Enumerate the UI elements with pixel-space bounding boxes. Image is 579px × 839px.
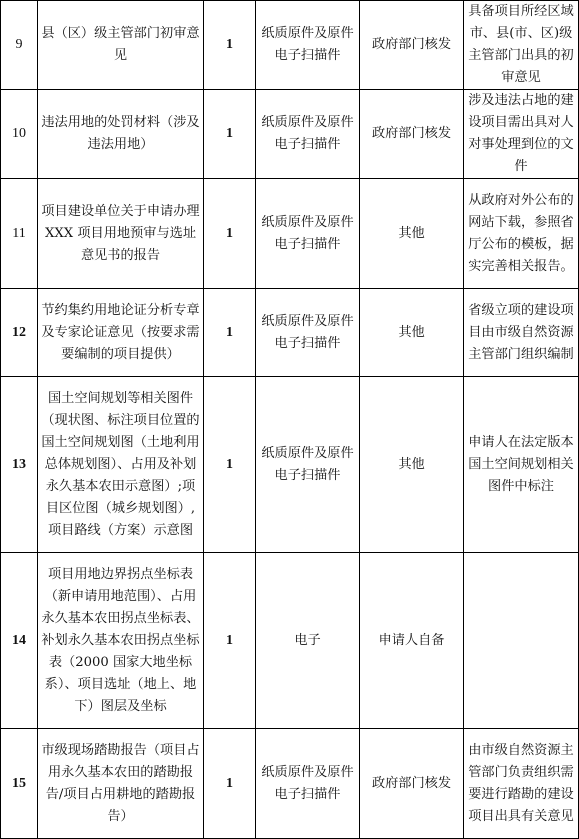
material-form: 纸质原件及原件电子扫描件: [256, 729, 360, 839]
table-row: [1, 1, 579, 90]
material-quantity: 1: [204, 1, 256, 90]
row-number: 10: [1, 90, 38, 179]
row-number: 12: [1, 289, 38, 377]
material-form: 纸质原件及原件电子扫描件: [256, 289, 360, 377]
table-row: [1, 289, 579, 377]
material-quantity: 1: [204, 377, 256, 553]
material-quantity: 1: [204, 729, 256, 839]
material-source: 政府部门核发: [360, 1, 464, 90]
material-form: 纸质原件及原件电子扫描件: [256, 377, 360, 553]
table-row: [1, 90, 579, 179]
material-note: 从政府对外公布的网站下载，参照省厅公布的模板，据实完善相关报告。: [464, 179, 579, 289]
row-number: 11: [1, 179, 38, 289]
material-source: 其他: [360, 377, 464, 553]
row-number: 14: [1, 553, 38, 729]
material-name: 项目建设单位关于申请办理 XXX 项目用地预审与选址意见书的报告: [38, 179, 204, 289]
material-name: 节约集约用地论证分析专章及专家论证意见（按要求需要编制的项目提供）: [38, 289, 204, 377]
material-note: 具备项目所经区域市、县(市、区)级主管部门出具的初审意见: [464, 1, 579, 90]
material-name: 市级现场踏勘报告（项目占用永久基本农田的踏勘报告/项目占用耕地的踏勘报告）: [38, 729, 204, 839]
material-source: 其他: [360, 289, 464, 377]
row-number: 15: [1, 729, 38, 839]
material-source: 申请人自备: [360, 553, 464, 729]
row-number: 9: [1, 1, 38, 90]
material-quantity: 1: [204, 179, 256, 289]
material-name: 项目用地边界拐点坐标表（新申请用地范围）、占用永久基本农田拐点坐标表、补划永久基本农田拐点坐标表（2000 国家大地坐标系）、项目选址（地上、地下）图层及坐标: [38, 553, 204, 729]
table-row: [1, 553, 579, 729]
material-note: [464, 553, 579, 729]
material-source: 政府部门核发: [360, 729, 464, 839]
table-row: [1, 729, 579, 839]
row-number: 13: [1, 377, 38, 553]
material-form: 电子: [256, 553, 360, 729]
material-name: 国土空间规划等相关图件（现状图、标注项目位置的国土空间规划图（土地利用总体规划图）、占用及补划永久基本农田示意图）;项目区位图（城乡规划图）,项目路线（方案）示意图: [38, 377, 204, 553]
material-source: 政府部门核发: [360, 90, 464, 179]
material-quantity: 1: [204, 553, 256, 729]
material-name: 县（区）级主管部门初审意见: [38, 1, 204, 90]
material-quantity: 1: [204, 90, 256, 179]
material-note: 由市级自然资源主管部门负责组织需要进行踏勘的建设项目出具有关意见: [464, 729, 579, 839]
material-name: 违法用地的处罚材料（涉及违法用地）: [38, 90, 204, 179]
material-form: 纸质原件及原件电子扫描件: [256, 1, 360, 90]
material-note: 申请人在法定版本国土空间规划相关图件中标注: [464, 377, 579, 553]
material-note: 涉及违法占地的建设项目需出具对人对事处理到位的文件: [464, 90, 579, 179]
table-row: [1, 179, 579, 289]
material-form: 纸质原件及原件电子扫描件: [256, 90, 360, 179]
material-quantity: 1: [204, 289, 256, 377]
material-note: 省级立项的建设项目由市级自然资源主管部门组织编制: [464, 289, 579, 377]
material-source: 其他: [360, 179, 464, 289]
table-row: [1, 377, 579, 553]
material-form: 纸质原件及原件电子扫描件: [256, 179, 360, 289]
